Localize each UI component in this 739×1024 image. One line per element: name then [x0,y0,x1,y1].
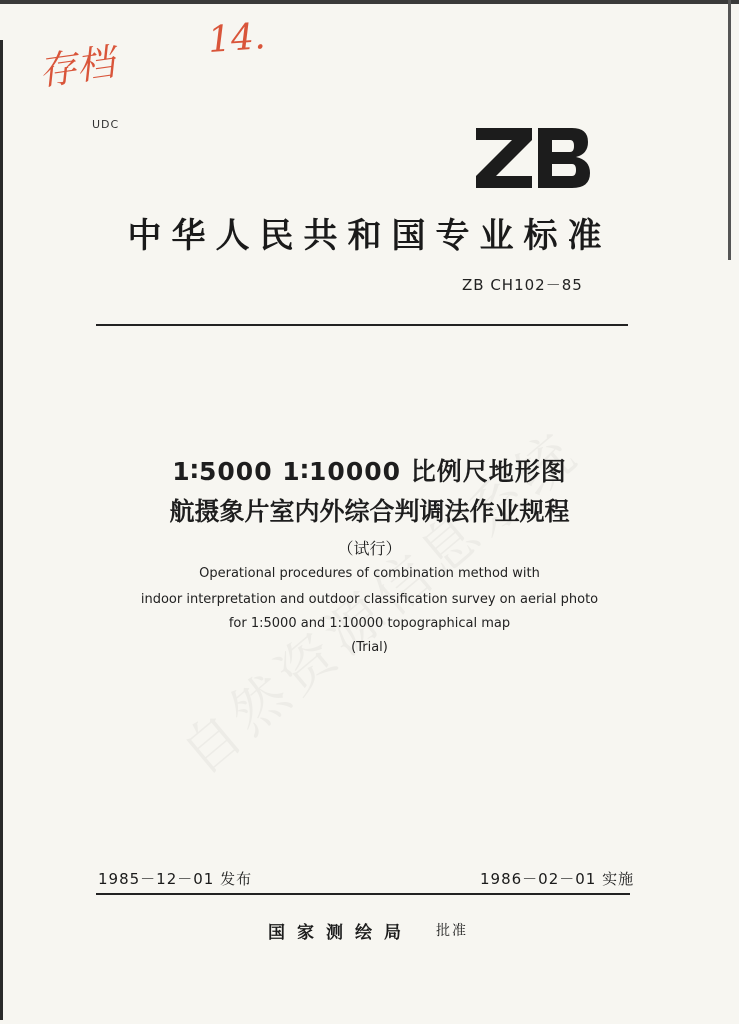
issue-date: 1985－12－01 发布 [98,870,253,888]
approving-authority: 国家测绘局 [268,923,413,943]
udc-label: UDC [92,118,120,131]
trial-label-cn: （试行） [337,539,402,558]
implementation-date: 1986－02－01 实施 [480,870,635,888]
approve-label: 批准 [436,923,468,939]
scan-edge-left [0,40,3,1020]
zb-logo [474,126,592,190]
scan-edge-top [0,0,739,4]
standard-name-en-line1: Operational procedures of combination method with [199,566,540,581]
standard-name-cn-line2: 航摄象片室内外综合判调法作业规程 [169,497,570,526]
standard-name-en-line3: for 1:5000 and 1:10000 topographical map [228,616,511,631]
standard-name-cn-line1: 1∶5000 1∶10000 比例尺地形图 [172,457,567,486]
footer-divider [96,893,630,895]
standard-category-title: 中华人民共和国专业标准 [127,216,612,256]
standard-code: ZB CH102－85 [462,276,583,294]
header-divider [96,324,628,326]
handwritten-archive-note: 存档 [35,39,118,95]
trial-label-en: (Trial) [351,640,388,655]
standard-name-en-line2: indoor interpretation and outdoor classification survey on aerial photo [140,592,599,607]
handwritten-number-note: 14. [206,16,267,61]
